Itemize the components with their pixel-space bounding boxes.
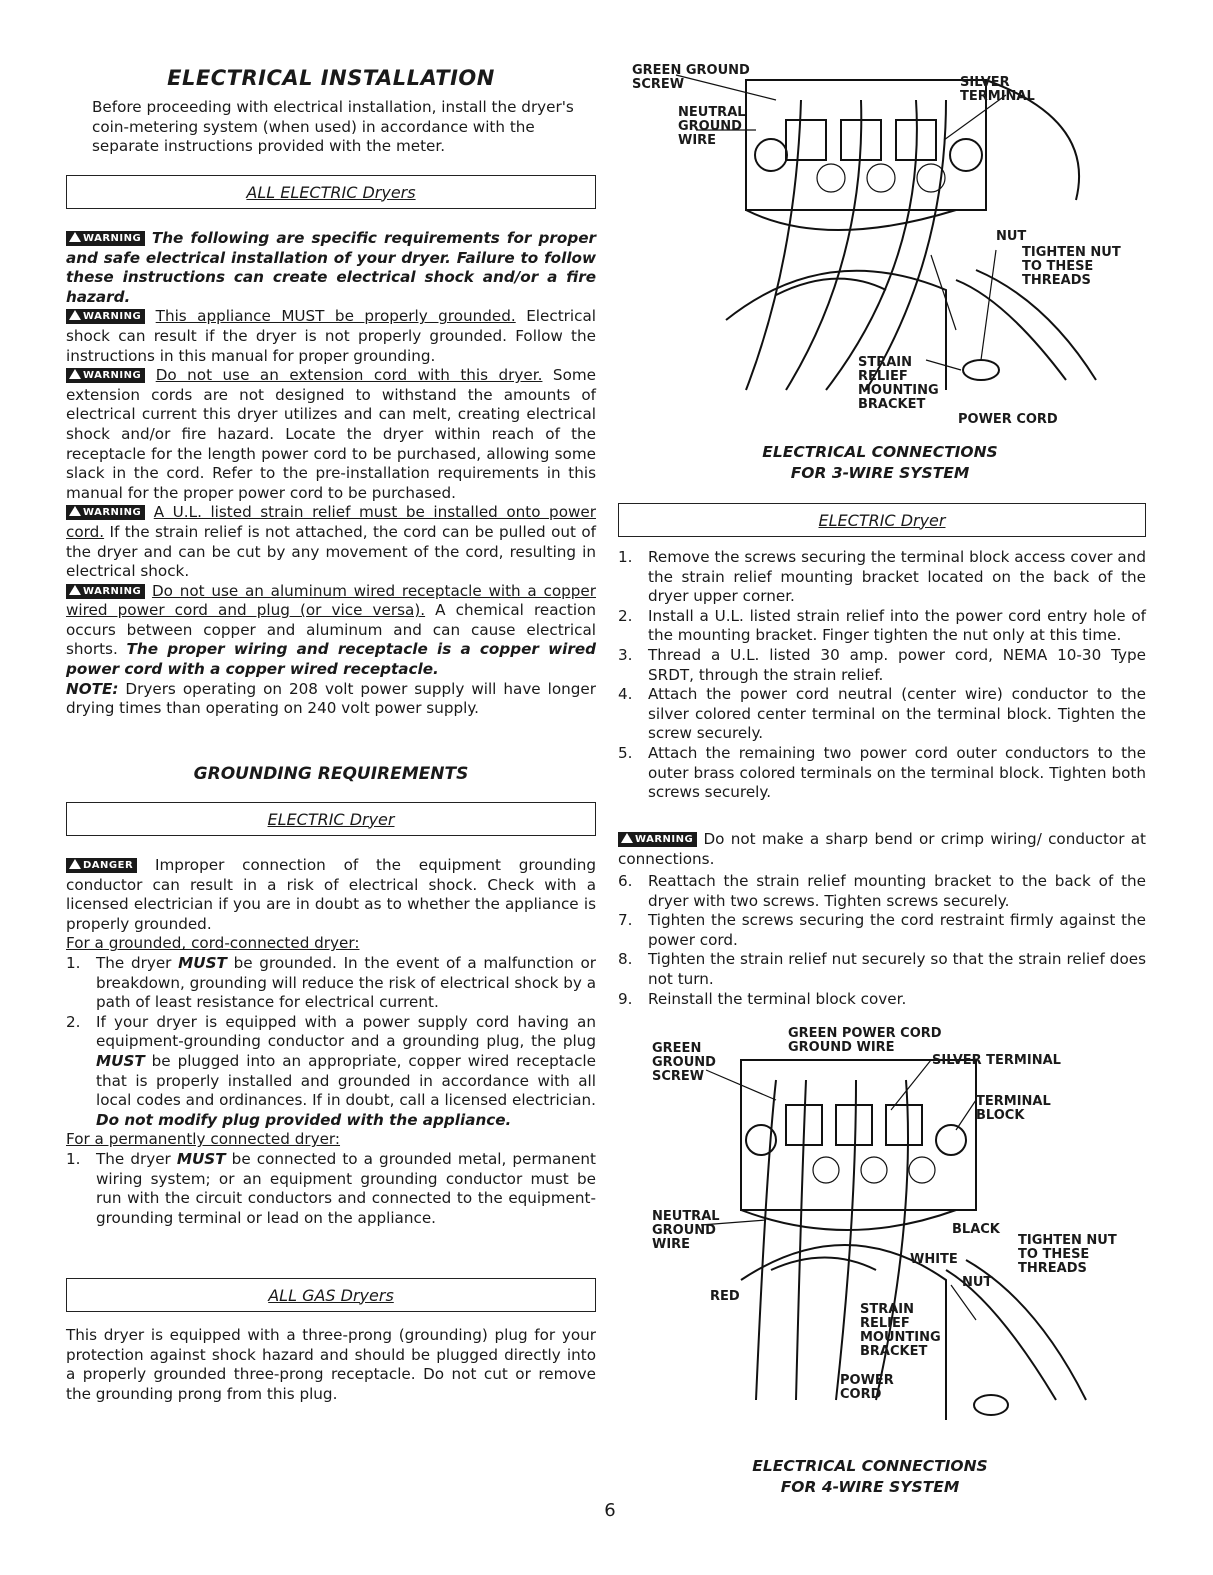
warning-badge: WARNING xyxy=(66,368,145,383)
step-item: 7. Tighten the screws securing the cord restraint firmly against the power cord. xyxy=(618,911,1146,949)
figure-2-caption: ELECTRICAL CONNECTIONS FOR 4-WIRE SYSTEM xyxy=(752,1457,988,1496)
label-black: BLACK xyxy=(952,1222,1000,1237)
box-heading: ELECTRIC Dryer xyxy=(818,510,946,530)
label-silver-terminal: SILVER TERMINAL xyxy=(960,75,1035,104)
note: NOTE: Dryers operating on 208 volt power supply will have longer drying times than operating on 240 volt power supply. xyxy=(66,679,596,718)
step-item: 4. Attach the power cord neutral (center wire) conductor to the silver colored center terminal on the terminal block. Tighten the screw securely. xyxy=(618,685,1146,743)
warning-badge: WARNING xyxy=(66,309,145,324)
installation-steps-2 xyxy=(618,872,1146,1009)
warning-icon xyxy=(69,369,81,379)
label-tighten-nut: TIGHTEN NUT TO THESE THREADS xyxy=(1022,245,1121,288)
warning-badge: WARNING xyxy=(618,832,697,847)
warning-3: WARNING Do not use an extension cord with this dryer. Some extension cords are not designed to withstand the amounts of electrical current this dryer utilizes and can melt, creating electrical shock and/or fire hazard. Locate the dryer within reach of the receptacle for the length power cord to be purchased, allowing some slack in the cord. Refer to the pre-installation requirements in this manual for the proper power cord to be purchased. xyxy=(66,366,597,502)
label-green-ground-screw: GREEN GROUND SCREW xyxy=(632,63,750,92)
box-heading: ALL ELECTRIC Dryers xyxy=(246,182,416,202)
list-item: 1. The dryer MUST be grounded. In the event of a malfunction or breakdown, grounding will reduce the risk of electrical shock by a path of least resistance for electrical current. xyxy=(66,953,596,1012)
electric-dryer-box xyxy=(66,802,596,836)
warning-badge: WARNING xyxy=(66,505,145,520)
warning-icon xyxy=(69,506,81,516)
label-terminal-block: TERMINAL BLOCK xyxy=(976,1094,1051,1123)
label-neutral-ground-wire: NEUTRAL GROUND WIRE xyxy=(652,1209,720,1252)
page-number: 6 xyxy=(604,1500,616,1521)
label-power-cord: POWER CORD xyxy=(958,412,1058,427)
section-title: ELECTRICAL INSTALLATION xyxy=(167,66,495,90)
installation-steps xyxy=(618,548,1146,803)
label-power-cord: POWER CORD xyxy=(840,1373,894,1402)
figure-3-wire xyxy=(626,60,1146,440)
step-item: 2. Install a U.L. listed strain relief into the power cord entry hole of the mounting bracket. Finger tighten the nut only at this time. xyxy=(618,606,1146,645)
step-item: 6. Reattach the strain relief mounting bracket to the back of the dryer with two screws. Tighten screws securely. xyxy=(618,872,1146,910)
label-silver-terminal: SILVER TERMINAL xyxy=(932,1053,1061,1068)
step-item: 3. Thread a U.L. listed 30 amp. power cord, NEMA 10-30 Type SRDT, through the strain relief. xyxy=(618,645,1146,684)
warning-icon xyxy=(69,232,81,242)
step-item: 9. Reinstall the terminal block cover. xyxy=(618,989,907,1008)
warning-badge: WARNING xyxy=(66,584,145,599)
grounding-block xyxy=(66,856,596,1228)
label-white: WHITE xyxy=(910,1252,958,1267)
label-nut: NUT xyxy=(962,1275,993,1290)
label-strain-relief: STRAIN RELIEF MOUNTING BRACKET xyxy=(860,1302,941,1359)
step-item: 1. Remove the screws securing the terminal block access cover and the strain relief mounting bracket located on the back of the dryer upper corner. xyxy=(618,548,1146,606)
warning-5: WARNING Do not use an aluminum wired receptacle with a copper wired power cord and plug (or vice versa). A chemical reaction occurs between copper and aluminum and can cause electrical shorts. The proper wiring and receptacle is a copper wired power cord with a copper wired receptacle. xyxy=(66,581,596,679)
danger-badge: DANGER xyxy=(66,858,137,873)
all-electric-dryers-box xyxy=(66,175,596,209)
warning-icon xyxy=(69,310,81,320)
electric-dryer-box-right xyxy=(618,503,1146,537)
warning-icon xyxy=(621,833,633,843)
danger-paragraph: DANGER Improper connection of the equipment grounding conductor can result in a risk of electrical shock. Check with a licensed electrician if you are in doubt as to whether the appliance is properly grounded. xyxy=(66,856,596,933)
label-red: RED xyxy=(710,1289,740,1304)
warning-1: WARNING The following are specific requirements for proper and safe electrical installation of your dryer. Failure to follow these instructions can create electrical shock and/or a fire hazard. xyxy=(66,229,596,306)
warning-badge: WARNING xyxy=(66,231,145,246)
grounding-title: GROUNDING REQUIREMENTS xyxy=(193,764,469,784)
intro-paragraph: Before proceeding with electrical installation, install the dryer's coin-metering system (when used) in accordance with the separate instructions provided with the meter. xyxy=(92,98,574,156)
warning-4: WARNING A U.L. listed strain relief must be installed onto power cord. If the strain relief is not attached, the cord can be pulled out of the dryer and can be cut by any movement of the cord, resulting in electrical shock. xyxy=(66,503,596,581)
warning-step: WARNING Do not make a sharp bend or crimp wiring/ conductor at connections. xyxy=(618,830,1147,868)
step-item: 5. Attach the remaining two power cord outer conductors to the outer brass colored terminals on the terminal block. Tighten both screws securely. xyxy=(618,743,1146,802)
figure-1-caption: ELECTRICAL CONNECTIONS FOR 3-WIRE SYSTEM xyxy=(762,443,998,482)
warning-icon xyxy=(69,585,81,595)
gas-paragraph: This dryer is equipped with a three-prong (grounding) plug for your protection against shock hazard and should be plugged directly into a properly grounded three-prong receptacle. Do not cut or remove the grounding prong from this plug. xyxy=(66,1326,596,1403)
figure-4-wire xyxy=(646,1020,1146,1450)
label-tighten-nut: TIGHTEN NUT TO THESE THREADS xyxy=(1018,1233,1117,1276)
step-item: 8. Tighten the strain relief nut securely so that the strain relief does not turn. xyxy=(618,950,1146,988)
cord-connected-list xyxy=(66,954,596,1130)
danger-icon xyxy=(69,859,81,869)
label-green-ground-screw: GREEN GROUND SCREW xyxy=(652,1041,716,1084)
warning-2: WARNING This appliance MUST be properly grounded. Electrical shock can result if the dryer is not properly grounded. Follow the instructions in this manual for proper grounding. xyxy=(66,307,597,365)
list-item: 2. If your dryer is equipped with a power supply cord having an equipment-grounding conductor and a grounding plug, the plug MUST be plugged into an appropriate, copper wired receptacle that is properly installed and grounded in accordance with all local codes and ordinances. If in doubt, call a licensed electrician. Do not modify plug provided with the appliance. xyxy=(66,1012,596,1129)
cord-connected-heading: For a grounded, cord-connected dryer: xyxy=(66,934,360,953)
label-green-power-cord: GREEN POWER CORD GROUND WIRE xyxy=(788,1026,942,1055)
box-heading: ALL GAS Dryers xyxy=(268,1285,394,1305)
label-nut: NUT xyxy=(996,229,1027,244)
label-neutral-ground-wire: NEUTRAL GROUND WIRE xyxy=(678,105,746,148)
all-gas-dryers-box xyxy=(66,1278,596,1312)
label-strain-relief: STRAIN RELIEF MOUNTING BRACKET xyxy=(858,355,939,412)
list-item: 1. The dryer MUST be connected to a grounded metal, permanent wiring system; or an equipment grounding conductor must be run with the circuit conductors and connected to the equipment-grounding terminal or lead on the appliance. xyxy=(66,1149,596,1227)
warnings-block xyxy=(66,229,596,719)
permanent-list xyxy=(66,1150,596,1228)
box-heading: ELECTRIC Dryer xyxy=(267,809,395,829)
permanent-heading: For a permanently connected dryer: xyxy=(66,1130,341,1149)
